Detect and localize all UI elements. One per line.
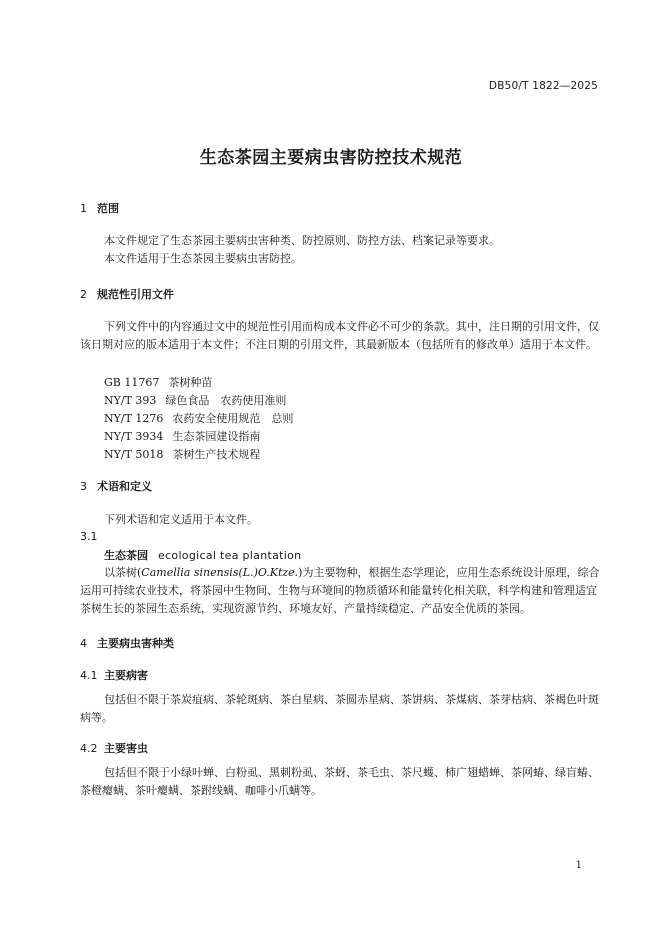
latin-name: Camellia sinensis(L.)O.Ktze. xyxy=(141,566,299,579)
term-number: 3.1 xyxy=(80,530,98,543)
section-number: 2 xyxy=(80,288,87,301)
reference-code: GB 11767 xyxy=(104,376,160,389)
section-title: 范围 xyxy=(97,202,119,215)
reference-name: 农药安全使用规范 总则 xyxy=(172,412,294,425)
paragraph: 下列术语和定义适用于本文件。 xyxy=(104,513,258,526)
term-english: ecological tea plantation xyxy=(158,549,302,562)
reference-item xyxy=(104,392,286,408)
section-title: 术语和定义 xyxy=(97,480,152,493)
document-id: DB50/T 1822—2025 xyxy=(488,80,598,92)
paragraph: 本文件规定了生态茶园主要病虫害种类、防控原则、防控方法、档案记录等要求。 xyxy=(104,234,500,247)
term-chinese: 生态茶园 xyxy=(104,549,148,562)
section-title: 主要病虫害种类 xyxy=(97,637,174,650)
subsection-number: 4.1 xyxy=(80,669,98,682)
reference-item xyxy=(104,374,212,390)
reference-code: NY/T 3934 xyxy=(104,430,164,443)
subsection-number: 4.2 xyxy=(80,742,98,755)
reference-item xyxy=(104,410,293,426)
reference-item xyxy=(104,428,260,444)
reference-name: 茶树种苗 xyxy=(168,376,213,389)
subsection-4-2-heading xyxy=(80,740,148,756)
section-2-heading xyxy=(80,286,174,302)
reference-code: NY/T 393 xyxy=(104,394,157,407)
subsection-4-1-heading xyxy=(80,667,148,683)
term-heading xyxy=(104,547,301,563)
reference-name: 绿色食品 农药使用准则 xyxy=(165,394,287,407)
subsection-title: 主要病害 xyxy=(104,669,148,682)
paragraph: 下列文件中的内容通过文中的规范性引用而构成本文件必不可少的条款。其中，注日期的引用文件，仅该日期对应的版本适用于本文件；不注日期的引用文件，其最新版本（包括所有的修改单）适用于本文件。 xyxy=(80,320,599,351)
section-number: 3 xyxy=(80,480,87,493)
reference-code: NY/T 1276 xyxy=(104,412,164,425)
section-number: 4 xyxy=(80,637,87,650)
definition-text: 以茶树( xyxy=(104,566,142,579)
term-definition xyxy=(80,564,602,618)
page-title: 生态茶园主要病虫害防控技术规范 xyxy=(199,148,463,168)
section-1-heading xyxy=(80,200,119,216)
page-number: 1 xyxy=(575,860,582,871)
section-4-heading xyxy=(80,635,174,651)
section-title: 规范性引用文件 xyxy=(97,288,174,301)
paragraph: 包括但不限于茶炭疽病、茶轮斑病、茶白星病、茶圆赤星病、茶饼病、茶煤病、茶芽枯病、茶褐色叶斑病等。 xyxy=(80,693,599,724)
section-number: 1 xyxy=(80,202,87,215)
reference-name: 茶树生产技术规程 xyxy=(172,448,261,461)
definition-text: )为主要物种，根据生态学理论，应用生态系统设计原理，综合运用可持续农业技术，将茶园中生物间、生物与环境间的物质循环和能量转化相关联，科学构建和管理适宜茶树生长的茶园生态系统，实现资源节约、环境友好、产量持续稳定、产品安全优质的茶园。 xyxy=(80,566,600,615)
section-3-heading xyxy=(80,478,152,494)
reference-item xyxy=(104,446,260,462)
reference-code: NY/T 5018 xyxy=(104,448,164,461)
paragraph: 包括但不限于小绿叶蝉、白粉虱、黑刺粉虱、茶蚜、茶毛虫、茶尺蠖、柿广翅蜡蝉、茶网蝽、绿盲蝽、茶橙瘿螨、茶叶瘿螨、茶跗线螨、咖啡小爪螨等。 xyxy=(80,766,599,797)
subsection-title: 主要害虫 xyxy=(104,742,148,755)
paragraph: 本文件适用于生态茶园主要病虫害防控。 xyxy=(104,252,302,265)
reference-name: 生态茶园建设指南 xyxy=(172,430,261,443)
